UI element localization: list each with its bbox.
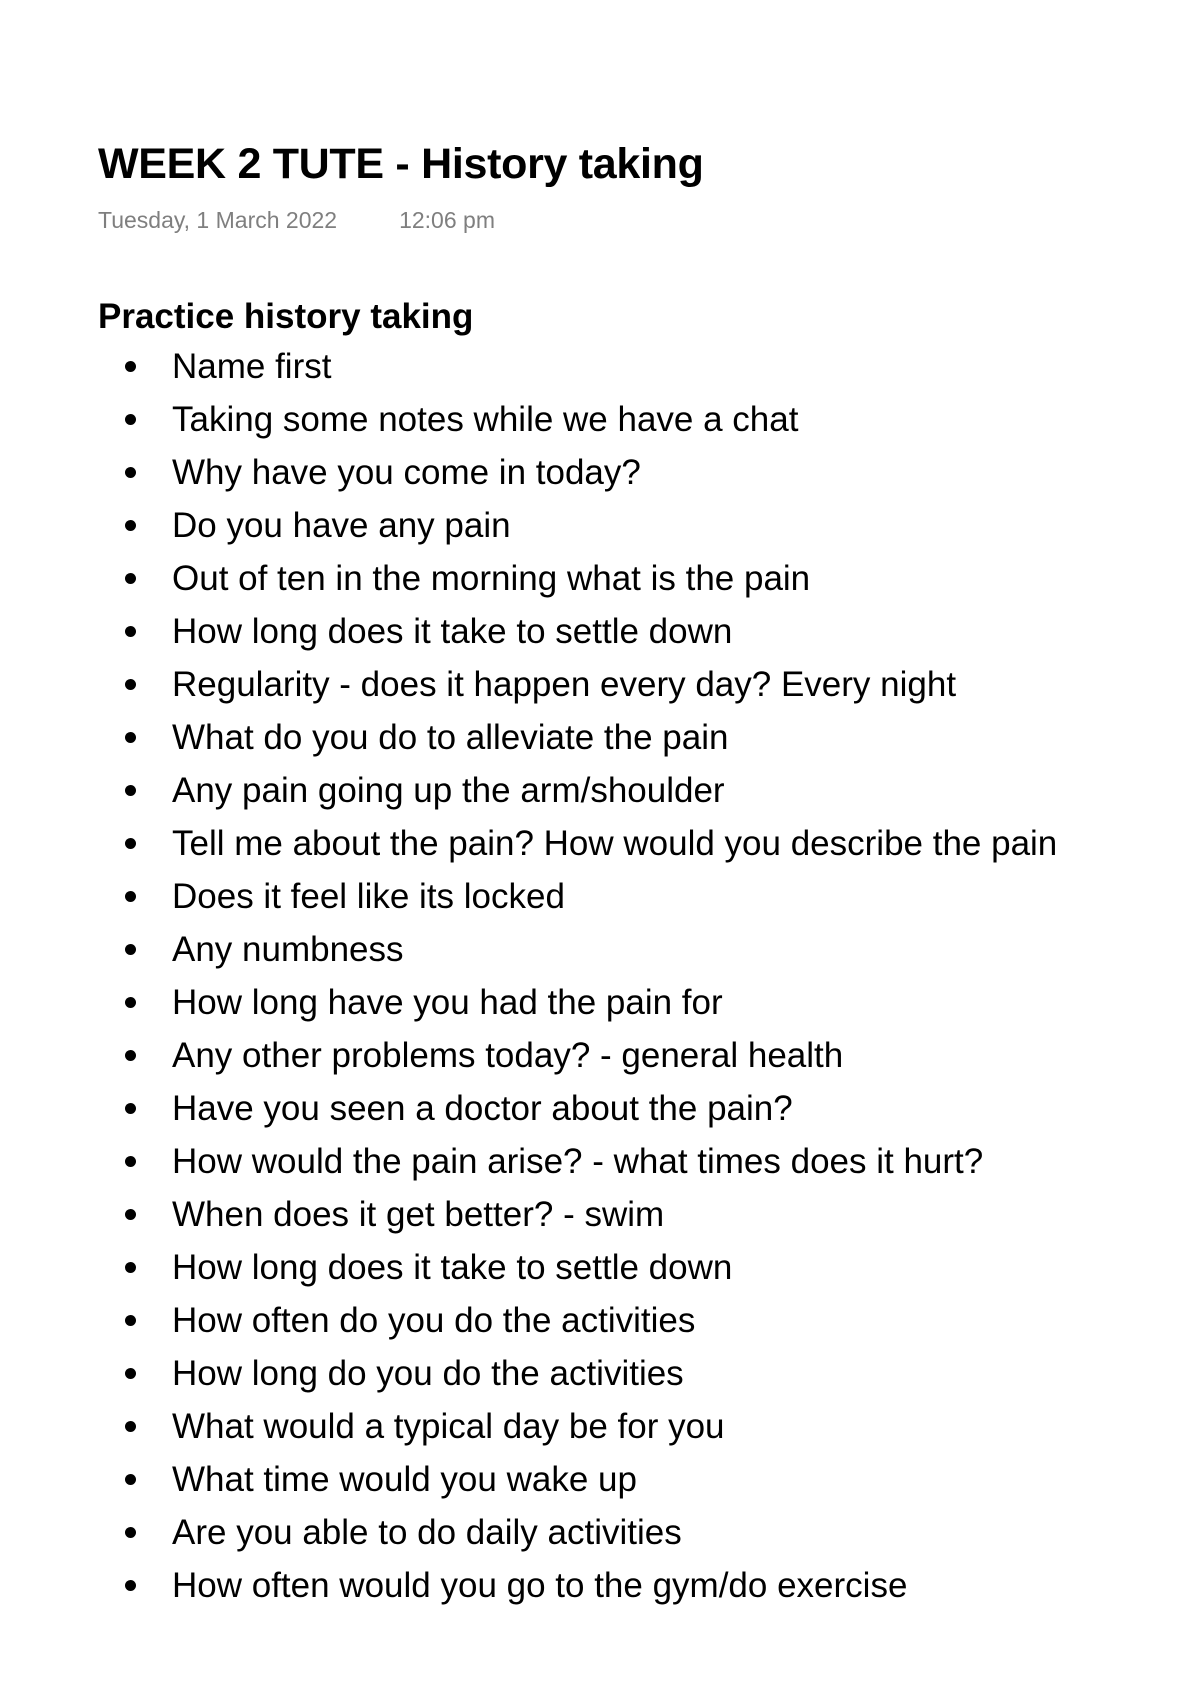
list-item-text: Tell me about the pain? How would you describe the pain [172, 824, 1058, 863]
bullet-icon [125, 1262, 136, 1273]
list-item [0, 393, 1057, 446]
list-item-text: How long does it take to settle down [172, 1248, 733, 1287]
bullet-icon [125, 1050, 136, 1061]
list-item-text: How long does it take to settle down [172, 612, 733, 651]
list-item [0, 711, 1057, 764]
list-item [0, 1241, 1057, 1294]
bullet-icon [125, 573, 136, 584]
list-item [0, 923, 1057, 976]
list-item-text: How often do you do the activities [172, 1301, 696, 1340]
list-item-text: Have you seen a doctor about the pain? [172, 1089, 793, 1128]
bullet-icon [125, 361, 136, 372]
list-item [0, 817, 1057, 870]
bullet-list [0, 340, 1057, 1612]
list-item [0, 1400, 1057, 1453]
list-item-text: Why have you come in today? [172, 453, 641, 492]
list-item [0, 446, 1057, 499]
list-item [0, 1294, 1057, 1347]
page-timestamp [98, 205, 495, 235]
bullet-icon [125, 997, 136, 1008]
bullet-icon [125, 679, 136, 690]
list-item-text: How would the pain arise? - what times does it hurt? [172, 1142, 984, 1181]
bullet-icon [125, 626, 136, 637]
bullet-icon [125, 1209, 136, 1220]
list-item-text: Any other problems today? - general health [172, 1036, 844, 1075]
list-item-text: Taking some notes while we have a chat [172, 400, 799, 439]
list-item-text: Does it feel like its locked [172, 877, 565, 916]
bullet-icon [125, 1527, 136, 1538]
list-item [0, 870, 1057, 923]
list-item [0, 1453, 1057, 1506]
bullet-icon [125, 520, 136, 531]
list-item-text: Regularity - does it happen every day? Every night [172, 665, 957, 704]
list-item-text: Any pain going up the arm/shoulder [172, 771, 725, 810]
list-item-text: What would a typical day be for you [172, 1407, 725, 1446]
bullet-icon [125, 1103, 136, 1114]
page-time: 12:06 pm [399, 207, 495, 233]
list-item [0, 340, 1057, 393]
list-item-text: What do you do to alleviate the pain [172, 718, 729, 757]
list-item [0, 976, 1057, 1029]
list-item-text: How long have you had the pain for [172, 983, 723, 1022]
page-title: WEEK 2 TUTE - History taking [98, 140, 704, 188]
list-item [0, 1188, 1057, 1241]
bullet-icon [125, 1156, 136, 1167]
list-item [0, 764, 1057, 817]
bullet-icon [125, 1368, 136, 1379]
list-item-text: Name first [172, 347, 332, 386]
bullet-icon [125, 732, 136, 743]
list-item [0, 552, 1057, 605]
bullet-icon [125, 1580, 136, 1591]
page-date: Tuesday, 1 March 2022 [98, 207, 338, 233]
list-item-text: Any numbness [172, 930, 404, 969]
bullet-icon [125, 1421, 136, 1432]
list-item [0, 1506, 1057, 1559]
list-item [0, 1559, 1057, 1612]
bullet-icon [125, 891, 136, 902]
bullet-list-viewport [0, 340, 1200, 1605]
list-item [0, 1029, 1057, 1082]
list-item [0, 605, 1057, 658]
bullet-icon [125, 467, 136, 478]
list-item [0, 1082, 1057, 1135]
list-item-text: How often would you go to the gym/do exercise [172, 1566, 908, 1605]
list-item [0, 1347, 1057, 1400]
section-heading: Practice history taking [98, 297, 474, 336]
bullet-icon [125, 1315, 136, 1326]
bullet-icon [125, 785, 136, 796]
list-item [0, 1135, 1057, 1188]
list-item-text: When does it get better? - swim [172, 1195, 665, 1234]
list-item-text: How long do you do the activities [172, 1354, 684, 1393]
list-item-text: Do you have any pain [172, 506, 511, 545]
list-item-text: Are you able to do daily activities [172, 1513, 682, 1552]
list-item-text: What time would you wake up [172, 1460, 637, 1499]
bullet-icon [125, 944, 136, 955]
bullet-icon [125, 838, 136, 849]
list-item-text: Out of ten in the morning what is the pain [172, 559, 811, 598]
bullet-icon [125, 1474, 136, 1485]
bullet-icon [125, 414, 136, 425]
list-item [0, 499, 1057, 552]
list-item [0, 658, 1057, 711]
